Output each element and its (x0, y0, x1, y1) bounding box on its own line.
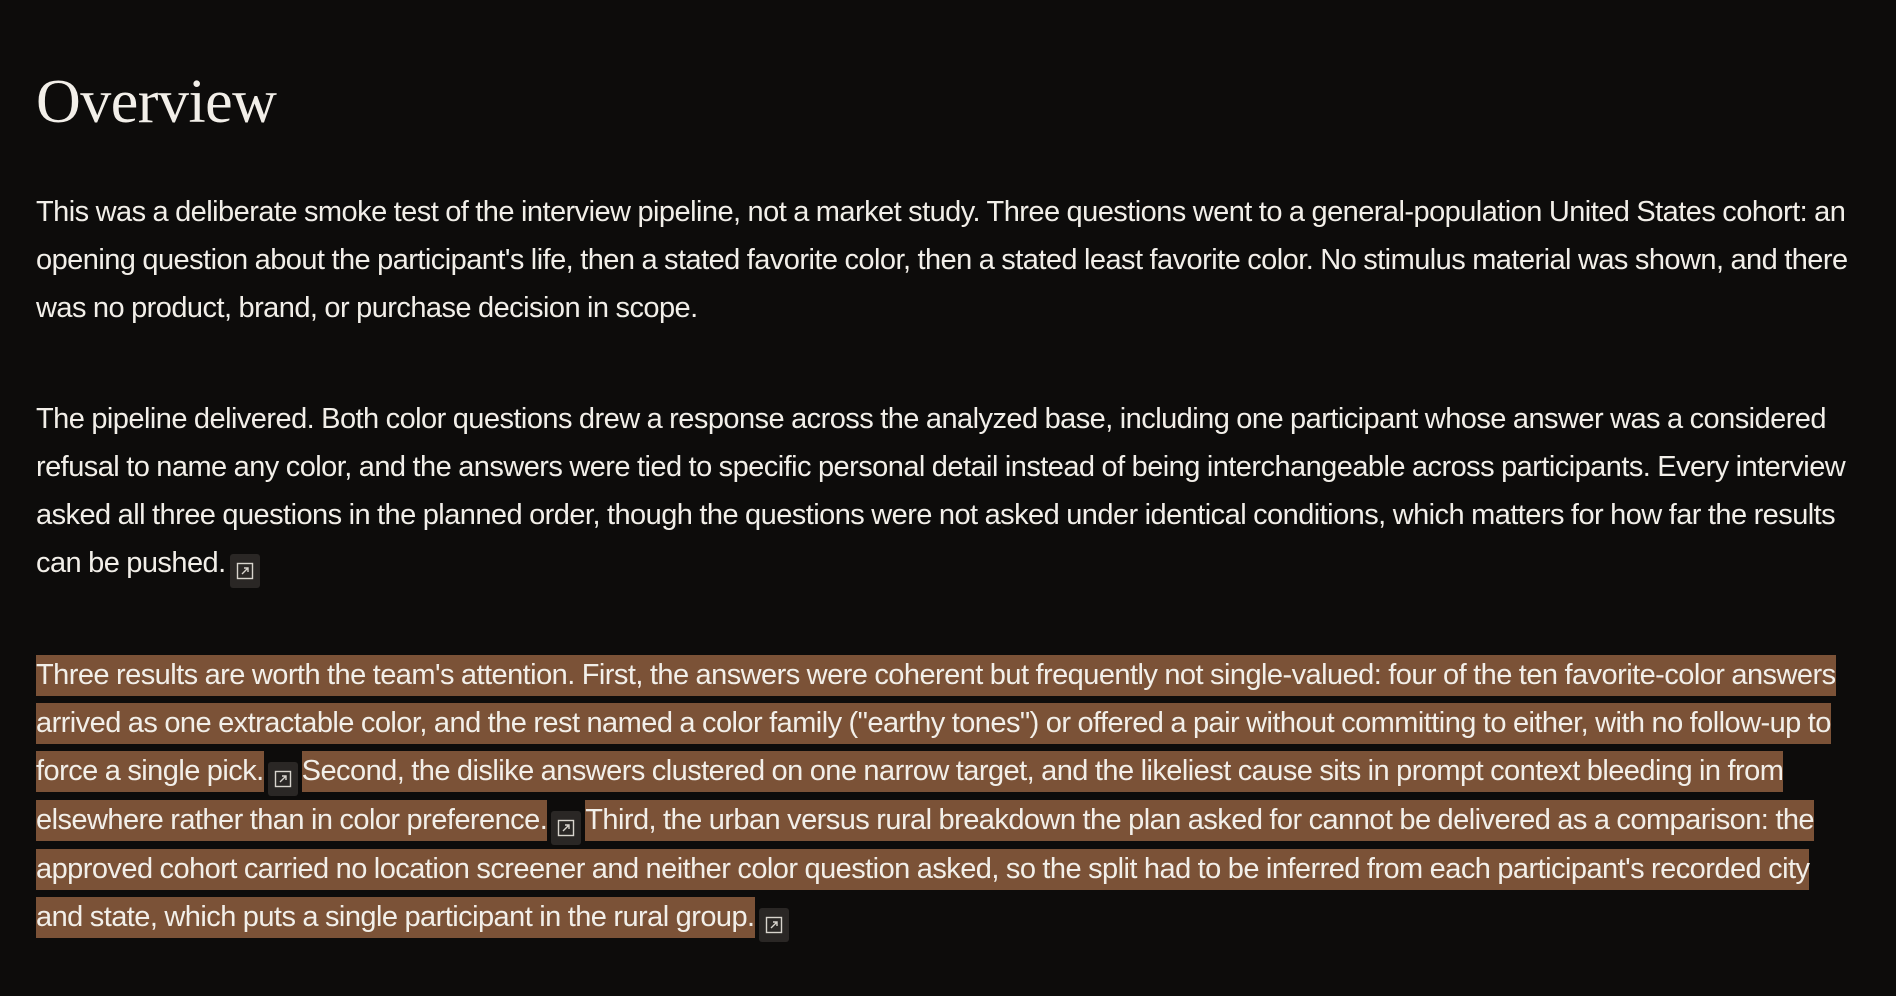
external-link-icon (236, 562, 254, 580)
citation-link-3[interactable] (551, 811, 581, 845)
paragraph-1 (36, 188, 1860, 332)
paragraph-2 (36, 395, 1860, 588)
highlight-segment-1: Three results are worth the team's attention. First, the answers were coherent but frequently not single-valued: four of the ten favorite-color answers arrived as one extractable color, and the rest named a color family ("earthy tones") or offered a pair without committing to either, with no follow-up to force a single pick. (36, 655, 1836, 792)
paragraph-3-highlighted (36, 651, 1860, 942)
external-link-icon (274, 770, 292, 788)
page-title: Overview (36, 68, 277, 136)
paragraph-1-text: This was a deliberate smoke test of the interview pipeline, not a market study. Three questions went to a general-population United States cohort: an opening question about the participant's life, then a stated favorite color, then a stated least favorite color. No stimulus material was shown, and there was no product, brand, or purchase decision in scope. (36, 196, 1848, 324)
citation-link-4[interactable] (759, 908, 789, 942)
paragraph-2-text: The pipeline delivered. Both color questions drew a response across the analyzed base, including one participant whose answer was a considered refusal to name any color, and the answers were tied to specific personal detail instead of being interchangeable across participants. Every interview asked all three questions in the planned order, though the questions were not asked under identical conditions, which matters for how far the results can be pushed. (36, 403, 1846, 579)
citation-link-2[interactable] (268, 762, 298, 796)
citation-link-1[interactable] (230, 554, 260, 588)
highlight-segment-3: Third, the urban versus rural breakdown the plan asked for cannot be delivered as a comparison: the approved cohort carried no location screener and neither color question asked, so the split had to be inferred from each participant's recorded city and state, which puts a single participant in the rural group. (36, 800, 1814, 938)
highlight-segment-2: Second, the dislike answers clustered on one narrow target, and the likeliest cause sits in prompt context bleeding in from elsewhere rather than in color preference. (36, 751, 1783, 841)
external-link-icon (557, 819, 575, 837)
external-link-icon (765, 916, 783, 934)
